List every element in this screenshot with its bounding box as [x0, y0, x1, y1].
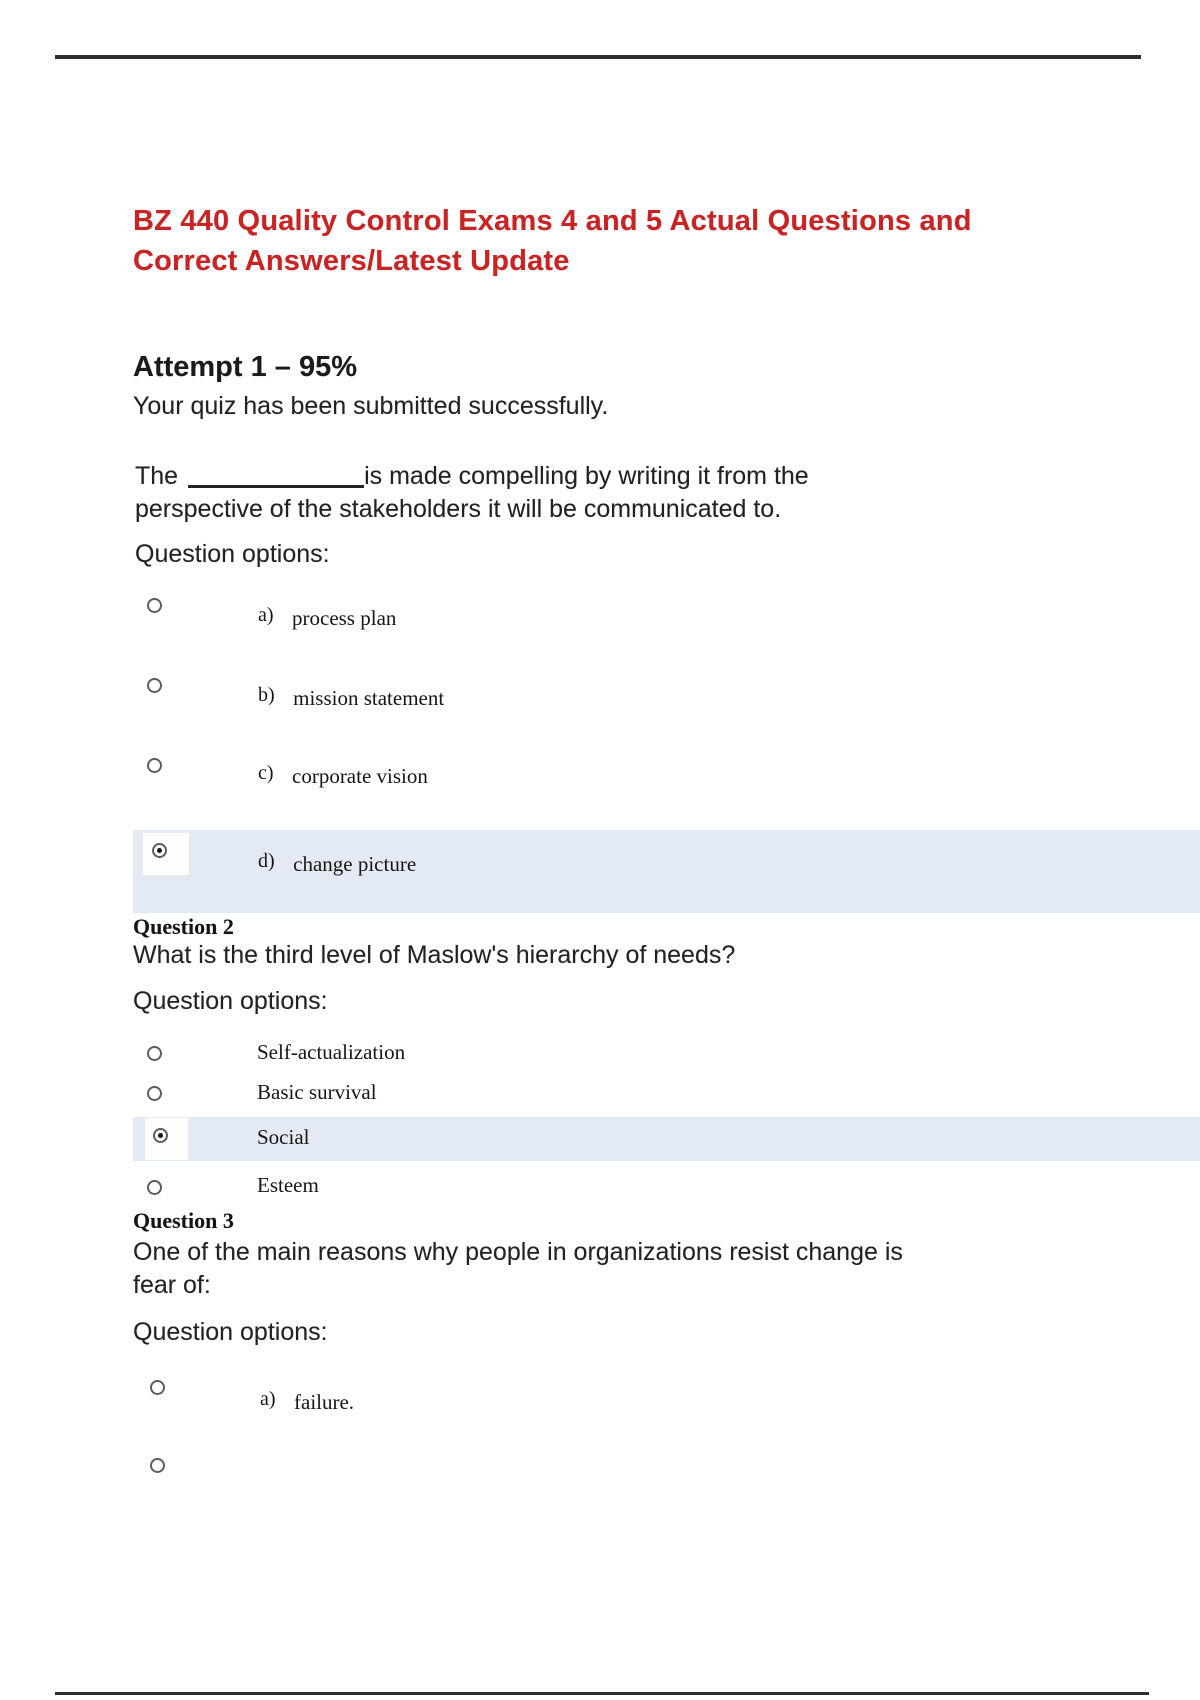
- question3-text-line2: fear of:: [133, 1271, 211, 1299]
- q2-option-2-text[interactable]: Basic survival: [257, 1080, 377, 1104]
- q1-option-b-text: mission statement: [293, 686, 445, 710]
- q1-option-d-letter: d): [258, 850, 275, 872]
- question3-text-line1: One of the main reasons why people in organizations resist change is: [133, 1238, 903, 1266]
- q2-option-1-radio[interactable]: [147, 1046, 162, 1061]
- q1-option-c-letter: c): [258, 762, 274, 784]
- q2-option-4-text[interactable]: Esteem: [257, 1173, 319, 1197]
- question1-text-line2: perspective of the stakeholders it will be communicated to.: [135, 495, 782, 523]
- q1-option-d-radio[interactable]: [152, 843, 167, 858]
- q2-option-4-radio[interactable]: [147, 1180, 162, 1195]
- attempt-heading: Attempt 1 – 95%: [133, 351, 358, 383]
- q1-option-b[interactable]: [258, 686, 444, 711]
- question2-text: What is the third level of Maslow's hierarchy of needs?: [133, 941, 736, 969]
- q1-option-a[interactable]: [258, 606, 396, 631]
- page-title-line1: BZ 440 Quality Control Exams 4 and 5 Actual Questions and: [133, 205, 972, 237]
- question2-options-label: Question options:: [133, 987, 328, 1015]
- q1-option-d-radio-cell: [143, 833, 189, 875]
- question1-options-label: Question options:: [135, 540, 330, 568]
- question3-options-label: Question options:: [133, 1318, 328, 1346]
- q2-option-3-highlight-row[interactable]: [133, 1117, 1200, 1161]
- q2-option-1-text[interactable]: Self-actualization: [257, 1040, 406, 1064]
- q1-option-a-letter: a): [258, 604, 274, 626]
- question1-text-line1: [135, 462, 809, 491]
- q3-option-a-text: failure.: [294, 1390, 355, 1414]
- q1-option-d-text: change picture: [293, 852, 417, 876]
- q2-option-3-text[interactable]: Social: [257, 1125, 310, 1149]
- question1-text-before-blank: The: [135, 462, 179, 490]
- question1-blank-line: [188, 463, 364, 488]
- q2-option-3-radio-cell: [145, 1118, 188, 1160]
- question2-heading: Question 2: [133, 914, 234, 939]
- q3-option-b-radio[interactable]: [150, 1458, 165, 1473]
- q1-option-c[interactable]: [258, 764, 428, 789]
- bottom-divider: [55, 1692, 1149, 1695]
- q1-option-b-letter: b): [258, 684, 275, 706]
- page-title-line2: Correct Answers/Latest Update: [133, 245, 570, 277]
- q3-option-a[interactable]: [260, 1390, 354, 1415]
- q1-option-b-radio[interactable]: [147, 678, 162, 693]
- submission-status: Your quiz has been submitted successfully.: [133, 392, 609, 420]
- question1-text-after-blank: is made compelling by writing it from the: [364, 462, 809, 490]
- q1-option-c-radio[interactable]: [147, 758, 162, 773]
- q1-option-d-highlight-row[interactable]: [133, 830, 1200, 913]
- q1-option-a-radio[interactable]: [147, 598, 162, 613]
- question3-heading: Question 3: [133, 1208, 234, 1233]
- q3-option-a-radio[interactable]: [150, 1380, 165, 1395]
- q2-option-3-radio[interactable]: [153, 1128, 168, 1143]
- top-divider: [55, 55, 1141, 59]
- q1-option-a-text: process plan: [292, 606, 397, 630]
- q3-option-a-letter: a): [260, 1388, 276, 1410]
- q2-option-2-radio[interactable]: [147, 1086, 162, 1101]
- q1-option-c-text: corporate vision: [292, 764, 428, 788]
- q1-option-d[interactable]: [258, 852, 416, 877]
